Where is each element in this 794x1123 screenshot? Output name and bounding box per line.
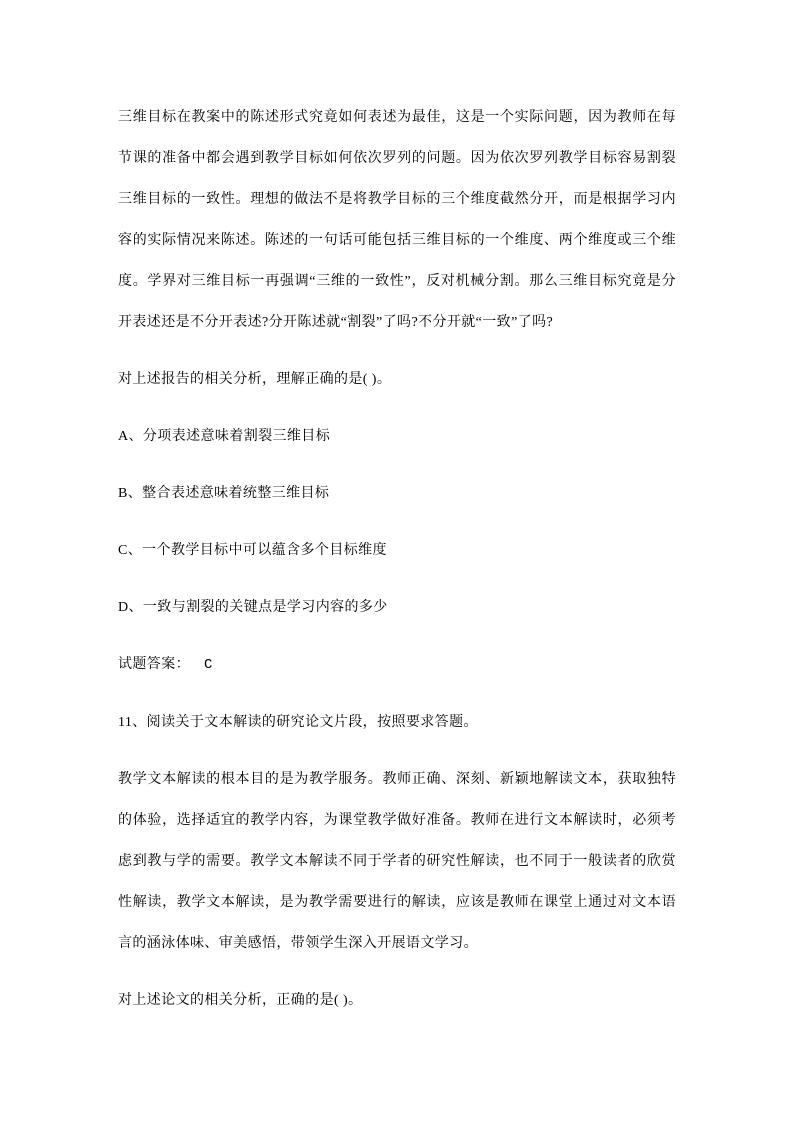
answer-label: 试题答案： (118, 657, 190, 672)
answer-line (118, 644, 676, 686)
option-c: C、一个教学目标中可以蕴含多个目标维度 (118, 543, 387, 558)
question-11-header: 11、阅读关于文本解读的研究论文片段，按照要求答题。 (118, 715, 478, 730)
question-stem-paragraph: 三维目标在教案中的陈述形式究竟如何表述为最佳，这是一个实际问题，因为教师在每节课的准备中都会遇到教学目标如何依次罗列的问题。因为依次罗列教学目标容易割裂三维目标的一致性。理想的做法不是将教学目标的三个维度截然分开，而是根据学习内容的实际情况来陈述。陈述的一句话可能包括三维目标的一个维度、两个维度或三个维度。学界对三维目标一再强调“三维的一致性”，反对机械分割。那么三维目标究竟是分开表述还是不分开表述?分开陈述就“割裂”了吗?不分开就“一致”了吗? (118, 110, 676, 330)
answer-value: C (204, 657, 213, 673)
option-a: A、分项表述意味着割裂三维目标 (118, 429, 331, 444)
question-prompt: 对上述报告的相关分析，理解正确的是( )。 (118, 372, 392, 387)
option-b: B、整合表述意味着统整三维目标 (118, 486, 330, 501)
question-11-prompt: 对上述论文的相关分析，正确的是( )。 (118, 993, 363, 1008)
essay-paragraph: 教学文本解读的根本目的是为教学服务。教师正确、深刻、新颖地解读文本，获取独特的体验，选择适宜的教学内容，为课堂教学做好准备。教师在进行文本解读时，必须考虑到教与学的需要。教学文本解读不同于学者的研究性解读，也不同于一般读者的欣赏性解读，教学文本解读，是为教学需要进行的解读，应该是教师在课堂上通过对文本语言的涵泳体味、审美感悟，带领学生深入开展语文学习。 (118, 772, 676, 951)
option-d: D、一致与割裂的关键点是学习内容的多少 (118, 600, 388, 615)
